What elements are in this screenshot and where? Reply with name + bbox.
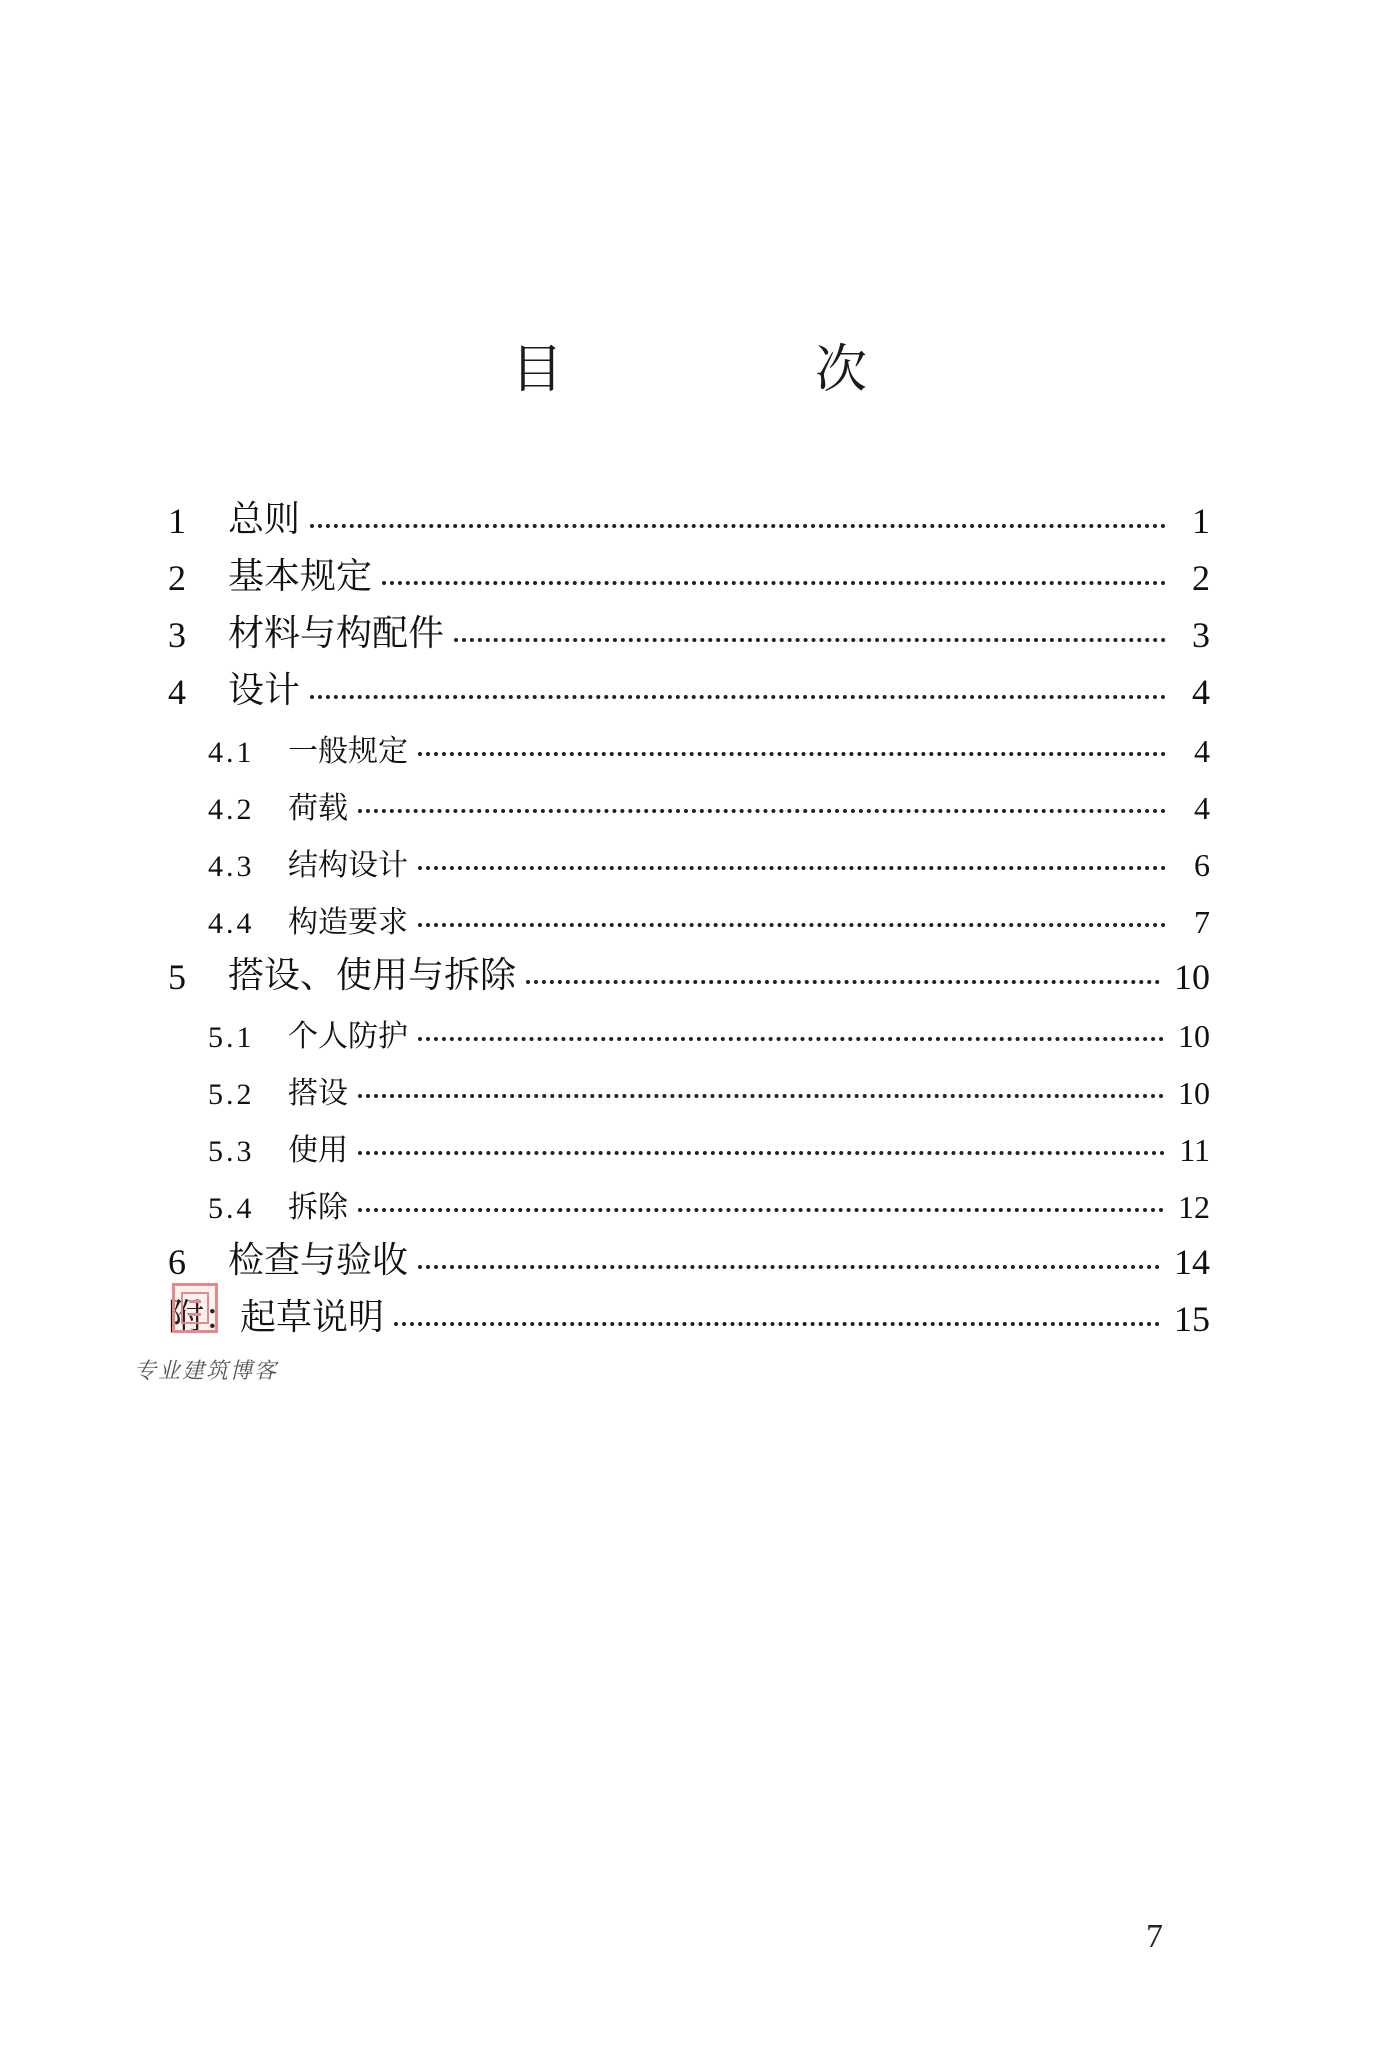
toc-leader-dots: [454, 638, 1166, 642]
page-number: 7: [1146, 1918, 1163, 1955]
toc-entry-number: 2: [168, 558, 186, 598]
toc-leader-dots: [418, 1265, 1160, 1269]
toc-entry-label: 一般规定: [288, 734, 408, 769]
toc-entry-page: 7: [1194, 904, 1210, 940]
toc-subentry[interactable]: [168, 713, 1210, 770]
toc-subentry[interactable]: [168, 827, 1210, 884]
toc-entry[interactable]: [168, 656, 1210, 713]
toc-subentry[interactable]: [168, 998, 1210, 1055]
toc-entry-label: 构造要求: [288, 905, 408, 940]
toc-entry-page: 12: [1178, 1189, 1210, 1225]
watermark-seal-icon: [172, 1283, 218, 1333]
toc-entry-number: 5.2: [208, 1078, 255, 1111]
toc-entry[interactable]: [168, 1226, 1210, 1283]
toc-entry-page: 3: [1192, 615, 1210, 655]
toc-subentry[interactable]: [168, 770, 1210, 827]
toc-entry-label: 总则: [228, 499, 301, 540]
toc-leader-dots: [382, 581, 1166, 585]
toc-leader-dots: [394, 1322, 1160, 1326]
toc-entry-label: 材料与构配件: [228, 613, 445, 654]
toc-leader-dots: [418, 1037, 1164, 1041]
toc-entry-page: 10: [1178, 1018, 1210, 1054]
toc-leader-dots: [310, 695, 1166, 699]
toc-entry-number: 5.3: [208, 1135, 255, 1168]
toc-leader-dots: [358, 1094, 1164, 1098]
toc-entry-label: 搭设: [288, 1076, 348, 1111]
toc-leader-dots: [418, 752, 1166, 756]
toc-subentry[interactable]: [168, 1169, 1210, 1226]
toc-entry-page: 15: [1174, 1299, 1210, 1339]
page-title: 目 次: [510, 340, 967, 400]
toc-entry-label: 基本规定: [228, 556, 373, 597]
toc-entry-label: 附：起草说明: [168, 1297, 385, 1338]
toc-entry-label: 搭设、使用与拆除: [228, 955, 517, 996]
toc-entry-page: 4: [1194, 790, 1210, 826]
toc-entry-page: 1: [1192, 501, 1210, 541]
toc-entry-number: 4.3: [208, 850, 255, 883]
toc-entry-label: 使用: [288, 1133, 348, 1168]
toc-leader-dots: [358, 1208, 1164, 1212]
toc-leader-dots: [526, 980, 1160, 984]
toc-entry-label: 拆除: [288, 1190, 348, 1225]
toc-leader-dots: [418, 866, 1166, 870]
toc-subentry[interactable]: [168, 1055, 1210, 1112]
toc-entry[interactable]: [168, 941, 1210, 998]
toc-entry-page: 14: [1174, 1242, 1210, 1282]
toc-leader-dots: [358, 1151, 1165, 1155]
table-of-contents: [168, 485, 1210, 1340]
toc-entry-number: 4.4: [208, 907, 255, 940]
toc-entry-number: 3: [168, 615, 186, 655]
toc-entry-label: 设计: [228, 670, 301, 711]
toc-entry-page: 4: [1192, 672, 1210, 712]
toc-entry[interactable]: [168, 599, 1210, 656]
toc-leader-dots: [310, 524, 1166, 528]
toc-entry-appendix[interactable]: [168, 1283, 1210, 1340]
toc-leader-dots: [358, 809, 1166, 813]
toc-entry-number: 1: [168, 501, 186, 541]
toc-leader-dots: [418, 923, 1166, 927]
toc-entry-label: 个人防护: [288, 1019, 408, 1054]
watermark-caption: 专业建筑博客: [134, 1359, 279, 1384]
toc-subentry[interactable]: [168, 884, 1210, 941]
toc-entry-number: 5: [168, 957, 186, 997]
toc-entry-label: 检查与验收: [228, 1240, 409, 1281]
toc-entry-page: 10: [1174, 957, 1210, 997]
toc-entry-number: 4.1: [208, 736, 255, 769]
toc-entry-number: 4: [168, 672, 186, 712]
toc-entry-label: 荷载: [288, 791, 348, 826]
toc-entry[interactable]: [168, 542, 1210, 599]
toc-entry-label: 结构设计: [288, 848, 408, 883]
toc-entry-page: 11: [1179, 1132, 1210, 1168]
toc-entry-number: 4.2: [208, 793, 255, 826]
toc-entry-page: 2: [1192, 558, 1210, 598]
toc-entry-page: 4: [1194, 733, 1210, 769]
toc-entry-number: 5.4: [208, 1192, 255, 1225]
toc-entry-page: 10: [1178, 1075, 1210, 1111]
toc-entry-page: 6: [1194, 847, 1210, 883]
toc-entry-number: 5.1: [208, 1021, 255, 1054]
toc-entry[interactable]: [168, 485, 1210, 542]
toc-entry-number: 6: [168, 1242, 186, 1282]
toc-subentry[interactable]: [168, 1112, 1210, 1169]
